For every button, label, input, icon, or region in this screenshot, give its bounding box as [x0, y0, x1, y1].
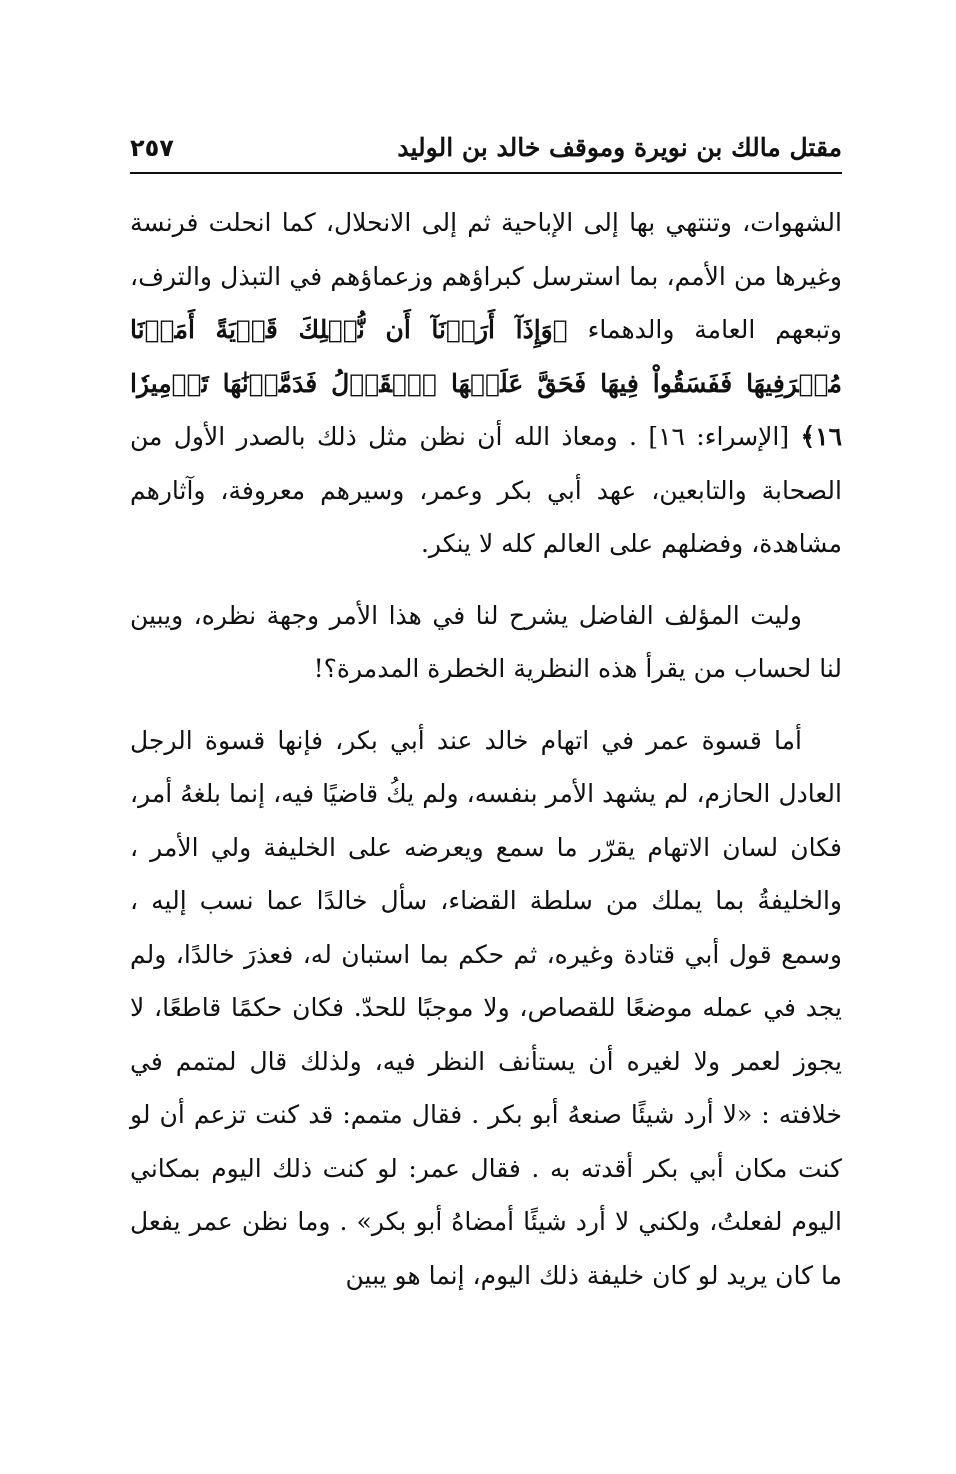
- paragraph-1: [130, 196, 842, 571]
- running-title: مقتل مالك بن نويرة وموقف خالد بن الوليد: [397, 133, 842, 162]
- book-page: [130, 128, 842, 1448]
- running-header: [130, 128, 842, 174]
- paragraph-1-tail: [الإسراء: ١٦] . ومعاذ الله أن نظن مثل ذلك بالصدر الأول من الصحابة والتابعين، عهد أبي بكر وعمر، وسيرهم معروفة، وآثارهم مشاهدة، وفضلهم على العالم كله لا ينكر.: [130, 422, 842, 558]
- main-text: [130, 196, 842, 1302]
- paragraph-1-lead: الشهوات، وتنتهي بها إلى الإباحية ثم إلى الانحلال، كما انحلت فرنسة وغيرها من الأمم، بما استرسل كبراؤهم وزعماؤهم في التبذل والترف، وتبعهم العامة والدهماء: [130, 208, 842, 344]
- paragraph-3: أما قسوة عمر في اتهام خالد عند أبي بكر، فإنها قسوة الرجل العادل الحازم، لم يشهد الأمر بنفسه، ولم يكُ قاضيًا فيه، إنما بلغهُ أمر، فكان لسان الاتهام يقرّر ما سمع ويعرضه على الخليفة ولي الأمر ، والخليفةُ بما يملك من سلطة القضاء، سأل خالدًا عما نسب إليه ، وسمع قول أبي قتادة وغيره، ثم حكم بما استبان له، فعذرَ خالدًا، ولم يجد في عمله موضعًا للقصاص، ولا موجبًا للحدّ. فكان حكمًا قاطعًا، لا يجوز لعمر ولا لغيره أن يستأنف النظر فيه، ولذلك قال لمتمم في خلافته : «لا أرد شيئًا صنعهُ أبو بكر . فقال متمم: قد كنت تزعم أن لو كنت مكان أبي بكر أقدته به . فقال عمر: لو كنت ذلك اليوم بمكاني اليوم لفعلتُ، ولكني لا أرد شيئًا أمضاهُ أبو بكر» . وما نظن عمر يفعل ما كان يريد لو كان خليفة ذلك اليوم، إنما هو يبين: [130, 725, 842, 1290]
- page-number: ٢٥٧: [130, 134, 174, 162]
- quran-verse: ﴿وَإِذَآ أَرَدۡنَآ أَن نُّهۡلِكَ قَرۡيَةً أَمَرۡنَا مُتۡرَفِيهَا فَفَسَقُواْ فِيهَا فَحَقَّ عَلَيۡهَا ٱلۡقَوۡلُ فَدَمَّرۡنَٰهَا تَدۡمِيرٗا ١٦﴾: [130, 315, 842, 451]
- paragraph-2: وليت المؤلف الفاضل يشرح لنا في هذا الأمر وجهة نظره، ويبين لنا لحساب من يقرأ هذه النظرية الخطرة المدمرة؟!: [130, 600, 842, 683]
